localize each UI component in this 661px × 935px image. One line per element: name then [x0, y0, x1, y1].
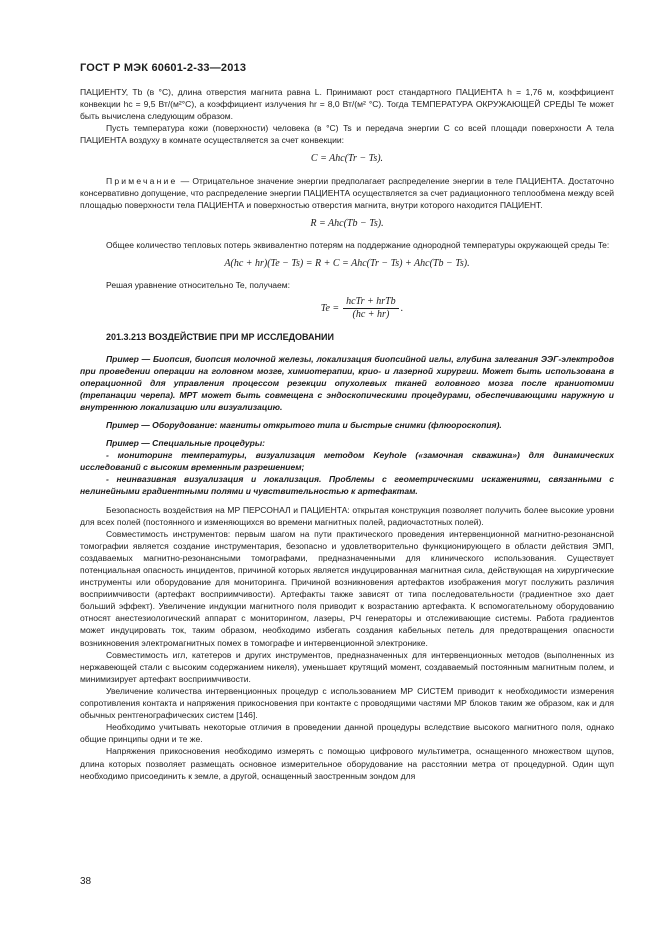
paragraph: Необходимо учитывать некоторые отличия в проведении данной процедуры вследствие высокого магнитного поля, однако общие принципы одни и те же.: [80, 722, 614, 745]
document-body: [80, 86, 614, 782]
note-label: Примечание: [106, 175, 178, 186]
formula-te-period: .: [400, 302, 404, 314]
formula-te-fraction: [343, 296, 399, 321]
paragraph: Совместимость инструментов: первым шагом на пути практического проведения интервенционной магнитно-резонансной томографии является создание инструментария, безопасно и удовлетворительно функционирующего в области действия ЭМП, создаваемых магнитно-резонансными томографами, предназначенными для клинического использования. Существует потенциальная опасность инцидентов, причиной которых является индуцированная магнитная сила, действующая на хирургические инструменты или оборудование для мониторинга. Причиной возникновения артефактов изображения могут послужить различия восприимчивости (артефакт восприимчивости). Артефакты также зависят от типа последовательности (градиентное эхо дает больший эффект). Увеличение индукции магнитного поля приводит к возрастанию артефакта. К вспомогательному оборудованию относят анестезиологический аппарат с мониторингом, лазеры, РЧ генераторы и отслеживающие системы. Работа градиентов может индуцировать ток, таким образом, необходимо избегать создания кабельных петель для предотвращения опасности возникновения электромагнитных помех в томографе и интервенционной электронике.: [80, 528, 614, 648]
formula-te-denominator: (hc + hr): [352, 309, 390, 321]
example-biopsy: Пример — Биопсия, биопсия молочной железы, локализация биопсийной иглы, глубина залегания ЭЭГ-электродов при проведении операции на головном мозге, химиотерапии, крио- и лазерной хирургии. Может быть использована в операционной для управления процессом резекции опухолевых тканей головного мозга после краниотомии (трепанации черепа). МРТ может быть совмещена с эндоскопическими процедурами, обеспечивающими наружную и внутреннюю локализацию или визуализацию.: [80, 353, 614, 412]
example-procedures: Пример — Специальные процедуры:: [106, 438, 266, 449]
paragraph: Пусть температура кожи (поверхности) человека (в °С) Ts и передача энергии C со всей площади поверхности A тела ПАЦИЕНТА воздуху в комнате осуществляется за счет конвекции:: [80, 123, 614, 146]
paragraph: Увеличение количества интервенционных процедур с использованием МР СИСТЕМ приводит к необходимости измерения сопротивления контакта и напряжения прикосновения при контакте с проводящими частями МР блоков таким же образом, как и для обычных рентгенографических систем [146].: [80, 685, 614, 721]
paragraph: ПАЦИЕНТУ, Tb (в °С), длина отверстия магнита равна L. Принимают рост стандартного ПАЦИЕНТА h = 1,76 м, коэффициент конвекции hc = 9,5 Вт/(м²°С), а коэффициент излучения hr = 8,0 Вт/(м² °С). Тогда ТЕМПЕРАТУРА ОКРУЖАЮЩЕЙ СРЕДЫ Te может быть вычислена следующим образом.: [80, 87, 614, 122]
paragraph: Напряжения прикосновения необходимо измерять с помощью цифрового мультиметра, оснащенного множеством щупов, длина которых позволяет размещать основное измерительное оборудование на расстоянии метра от процедурной. Один щуп необходимо присоединить к земле, а другой, оснащенный заостренным зондом для: [80, 746, 614, 781]
formula-te-lhs: Te =: [320, 302, 340, 314]
section-title: 201.3.213 ВОЗДЕЙСТВИЕ ПРИ МР ИССЛЕДОВАНИИ: [106, 332, 334, 343]
formula-convection: C = Ahc(Tr − Ts).: [310, 153, 384, 165]
example-procedures-item: - неинвазивная визуализация и локализация. Проблемы с геометрическими искажениями, связанными с нелинейными градиентными полями и чувствительностью к артефактам.: [80, 474, 614, 497]
paragraph: Безопасность воздействия на МР ПЕРСОНАЛ и ПАЦИЕНТА: открытая конструкция позволяет получить более высокие уровни для всех полей (постоянного и изменяющихся во времени магнитных полей, радиочастотных полей).: [80, 504, 614, 527]
paragraph: Совместимость игл, катетеров и других инструментов, предназначенных для интервенционных методов (выполненных из нержавеющей стали с высоким содержанием никеля), уменьшает крутящий момент, создаваемый постоянным магнитным полем, и минимизирует артефакт восприимчивости.: [80, 649, 614, 684]
example-procedures-item: - мониторинг температуры, визуализация методом Keyhole («замочная скважина») для динамических исследований с высоким временным разрешением;: [80, 450, 614, 473]
note: [80, 175, 614, 211]
formula-te: [110, 296, 614, 321]
paragraph: Общее количество тепловых потерь эквивалентно потерям на поддержание однородной температуры окружающей среды Te:: [106, 239, 610, 250]
example-equipment: Пример — Оборудование: магниты открытого типа и быстрые снимки (флюороскопия).: [106, 419, 502, 430]
paragraph: Решая уравнение относительно Te, получаем:: [106, 280, 291, 291]
document-header: ГОСТ Р МЭК 60601-2-33—2013: [80, 62, 247, 74]
page-number: 38: [80, 876, 92, 887]
formula-te-numerator: hcTr + hrTb: [343, 296, 399, 309]
note-text: — Отрицательное значение энергии предполагает распределение энергии в теле ПАЦИЕНТА. Достаточно консервативно допущение, что распределение энергии ПАЦИЕНТА осуществляется за счет радиационного теплообмена между всей площадью поверхности тела ПАЦИЕНТА и поверхностью отверстия магнита, внутри которого находится ПАЦИЕНТ.: [80, 175, 614, 210]
formula-radiation: R = Ahc(Tb − Ts).: [310, 217, 384, 229]
formula-balance: A(hc + hr)(Te − Ts) = R + C = Ahc(Tr − Ts) + Ahc(Tb − Ts).: [224, 258, 470, 270]
